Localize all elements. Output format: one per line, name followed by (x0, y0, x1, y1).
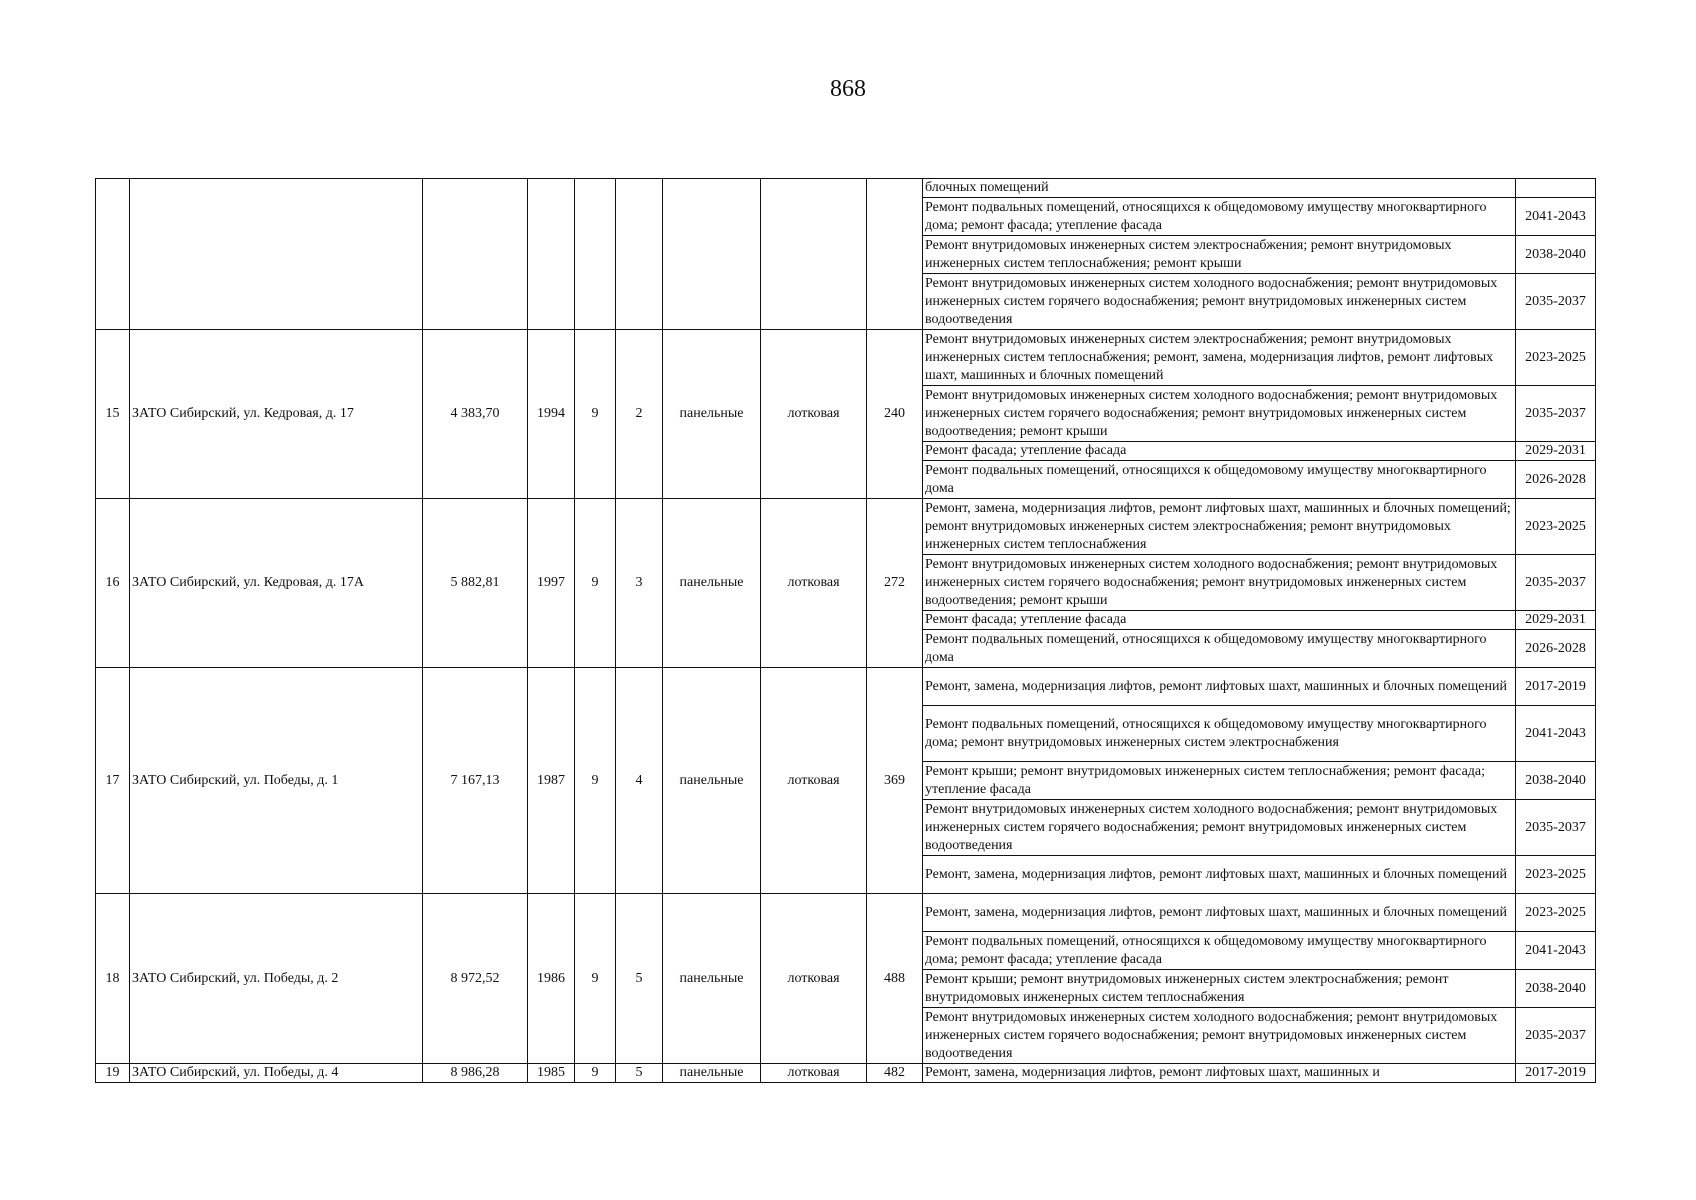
page-number: 868 (830, 76, 866, 102)
period-cell: 2026-2028 (1516, 630, 1596, 668)
period-cell: 2023-2025 (1516, 856, 1596, 894)
floors-cell (575, 179, 616, 330)
year-cell: 1987 (528, 668, 575, 894)
period-cell: 2023-2025 (1516, 499, 1596, 555)
address-cell: ЗАТО Сибирский, ул. Победы, д. 1 (130, 668, 423, 894)
table-row (96, 330, 1596, 386)
area-cell: 5 882,81 (423, 499, 528, 668)
work-cell: Ремонт внутридомовых инженерных систем холодного водоснабжения; ремонт внутридомовых инженерных систем горячего водоснабжения; ремонт внутридомовых инженерных систем водоотведения (923, 800, 1516, 856)
table-row (96, 668, 1596, 706)
work-cell: Ремонт подвальных помещений, относящихся к общедомовому имуществу многоквартирного дома; ремонт фасада; утепление фасада (923, 932, 1516, 970)
period-cell: 2038-2040 (1516, 970, 1596, 1008)
year-cell: 1997 (528, 499, 575, 668)
year-cell: 1994 (528, 330, 575, 499)
roof-cell: лотковая (761, 330, 867, 499)
work-cell: Ремонт подвальных помещений, относящихся к общедомовому имуществу многоквартирного дома (923, 461, 1516, 499)
walls-cell (663, 179, 761, 330)
period-cell: 2041-2043 (1516, 932, 1596, 970)
work-cell: Ремонт внутридомовых инженерных систем холодного водоснабжения; ремонт внутридомовых инженерных систем горячего водоснабжения; ремонт внутридомовых инженерных систем водоотведения (923, 274, 1516, 330)
table-row (96, 499, 1596, 555)
entrances-cell: 3 (616, 499, 663, 668)
roof-cell: лотковая (761, 668, 867, 894)
year-cell (528, 179, 575, 330)
period-cell: 2029-2031 (1516, 611, 1596, 630)
work-cell: блочных помещений (923, 179, 1516, 198)
work-cell: Ремонт фасада; утепление фасада (923, 611, 1516, 630)
walls-cell: панельные (663, 1064, 761, 1083)
walls-cell: панельные (663, 894, 761, 1064)
address-cell: ЗАТО Сибирский, ул. Кедровая, д. 17А (130, 499, 423, 668)
walls-cell: панельные (663, 499, 761, 668)
period-cell: 2029-2031 (1516, 442, 1596, 461)
number-cell: 18 (96, 894, 130, 1064)
number-cell: 17 (96, 668, 130, 894)
floors-cell: 9 (575, 894, 616, 1064)
entrances-cell: 5 (616, 1064, 663, 1083)
residents-cell: 369 (867, 668, 923, 894)
period-cell: 2023-2025 (1516, 330, 1596, 386)
year-cell: 1986 (528, 894, 575, 1064)
address-cell (130, 179, 423, 330)
period-cell: 2038-2040 (1516, 762, 1596, 800)
period-cell: 2038-2040 (1516, 236, 1596, 274)
work-cell: Ремонт подвальных помещений, относящихся к общедомовому имуществу многоквартирного дома; ремонт внутридомовых инженерных систем электроснабжения (923, 706, 1516, 762)
work-cell: Ремонт подвальных помещений, относящихся к общедомовому имуществу многоквартирного дома (923, 630, 1516, 668)
entrances-cell: 4 (616, 668, 663, 894)
roof-cell: лотковая (761, 894, 867, 1064)
period-cell: 2017-2019 (1516, 668, 1596, 706)
floors-cell: 9 (575, 499, 616, 668)
area-cell (423, 179, 528, 330)
floors-cell: 9 (575, 668, 616, 894)
entrances-cell (616, 179, 663, 330)
address-cell: ЗАТО Сибирский, ул. Победы, д. 2 (130, 894, 423, 1064)
work-cell: Ремонт подвальных помещений, относящихся к общедомовому имуществу многоквартирного дома; ремонт фасада; утепление фасада (923, 198, 1516, 236)
residents-cell (867, 179, 923, 330)
work-cell: Ремонт, замена, модернизация лифтов, ремонт лифтовых шахт, машинных и (923, 1064, 1516, 1083)
period-cell: 2041-2043 (1516, 706, 1596, 762)
entrances-cell: 5 (616, 894, 663, 1064)
work-cell: Ремонт внутридомовых инженерных систем холодного водоснабжения; ремонт внутридомовых инженерных систем горячего водоснабжения; ремонт внутридомовых инженерных систем водоотведения (923, 1008, 1516, 1064)
work-cell: Ремонт, замена, модернизация лифтов, ремонт лифтовых шахт, машинных и блочных помещений; ремонт внутридомовых инженерных систем электроснабжения; ремонт внутридомовых инженерных систем теплоснабжения (923, 499, 1516, 555)
residents-cell: 272 (867, 499, 923, 668)
number-cell: 16 (96, 499, 130, 668)
year-cell: 1985 (528, 1064, 575, 1083)
period-cell: 2035-2037 (1516, 555, 1596, 611)
area-cell: 8 972,52 (423, 894, 528, 1064)
period-cell: 2035-2037 (1516, 274, 1596, 330)
table-row (96, 894, 1596, 932)
work-cell: Ремонт внутридомовых инженерных систем электроснабжения; ремонт внутридомовых инженерных систем теплоснабжения; ремонт крыши (923, 236, 1516, 274)
period-cell: 2041-2043 (1516, 198, 1596, 236)
work-cell: Ремонт внутридомовых инженерных систем электроснабжения; ремонт внутридомовых инженерных систем теплоснабжения; ремонт, замена, модернизация лифтов, ремонт лифтовых шахт, машинных и блочных помещений (923, 330, 1516, 386)
work-cell: Ремонт, замена, модернизация лифтов, ремонт лифтовых шахт, машинных и блочных помещений (923, 894, 1516, 932)
roof-cell: лотковая (761, 499, 867, 668)
period-cell: 2017-2019 (1516, 1064, 1596, 1083)
entrances-cell: 2 (616, 330, 663, 499)
roof-cell: лотковая (761, 1064, 867, 1083)
table-row (96, 1064, 1596, 1083)
work-cell: Ремонт, замена, модернизация лифтов, ремонт лифтовых шахт, машинных и блочных помещений (923, 668, 1516, 706)
area-cell: 7 167,13 (423, 668, 528, 894)
residents-cell: 482 (867, 1064, 923, 1083)
number-cell (96, 179, 130, 330)
work-cell: Ремонт, замена, модернизация лифтов, ремонт лифтовых шахт, машинных и блочных помещений (923, 856, 1516, 894)
walls-cell: панельные (663, 330, 761, 499)
work-cell: Ремонт крыши; ремонт внутридомовых инженерных систем теплоснабжения; ремонт фасада; утепление фасада (923, 762, 1516, 800)
residents-cell: 488 (867, 894, 923, 1064)
roof-cell (761, 179, 867, 330)
period-cell: 2026-2028 (1516, 461, 1596, 499)
period-cell (1516, 179, 1596, 198)
number-cell: 19 (96, 1064, 130, 1083)
walls-cell: панельные (663, 668, 761, 894)
period-cell: 2035-2037 (1516, 1008, 1596, 1064)
period-cell: 2035-2037 (1516, 800, 1596, 856)
residents-cell: 240 (867, 330, 923, 499)
address-cell: ЗАТО Сибирский, ул. Кедровая, д. 17 (130, 330, 423, 499)
work-cell: Ремонт фасада; утепление фасада (923, 442, 1516, 461)
capital-repair-table (95, 178, 1596, 1083)
work-cell: Ремонт крыши; ремонт внутридомовых инженерных систем электроснабжения; ремонт внутридомовых инженерных систем теплоснабжения (923, 970, 1516, 1008)
area-cell: 4 383,70 (423, 330, 528, 499)
table-row (96, 179, 1596, 198)
floors-cell: 9 (575, 330, 616, 499)
period-cell: 2023-2025 (1516, 894, 1596, 932)
address-cell: ЗАТО Сибирский, ул. Победы, д. 4 (130, 1064, 423, 1083)
work-cell: Ремонт внутридомовых инженерных систем холодного водоснабжения; ремонт внутридомовых инженерных систем горячего водоснабжения; ремонт внутридомовых инженерных систем водоотведения; ремонт крыши (923, 555, 1516, 611)
period-cell: 2035-2037 (1516, 386, 1596, 442)
floors-cell: 9 (575, 1064, 616, 1083)
work-cell: Ремонт внутридомовых инженерных систем холодного водоснабжения; ремонт внутридомовых инженерных систем горячего водоснабжения; ремонт внутридомовых инженерных систем водоотведения; ремонт крыши (923, 386, 1516, 442)
number-cell: 15 (96, 330, 130, 499)
area-cell: 8 986,28 (423, 1064, 528, 1083)
